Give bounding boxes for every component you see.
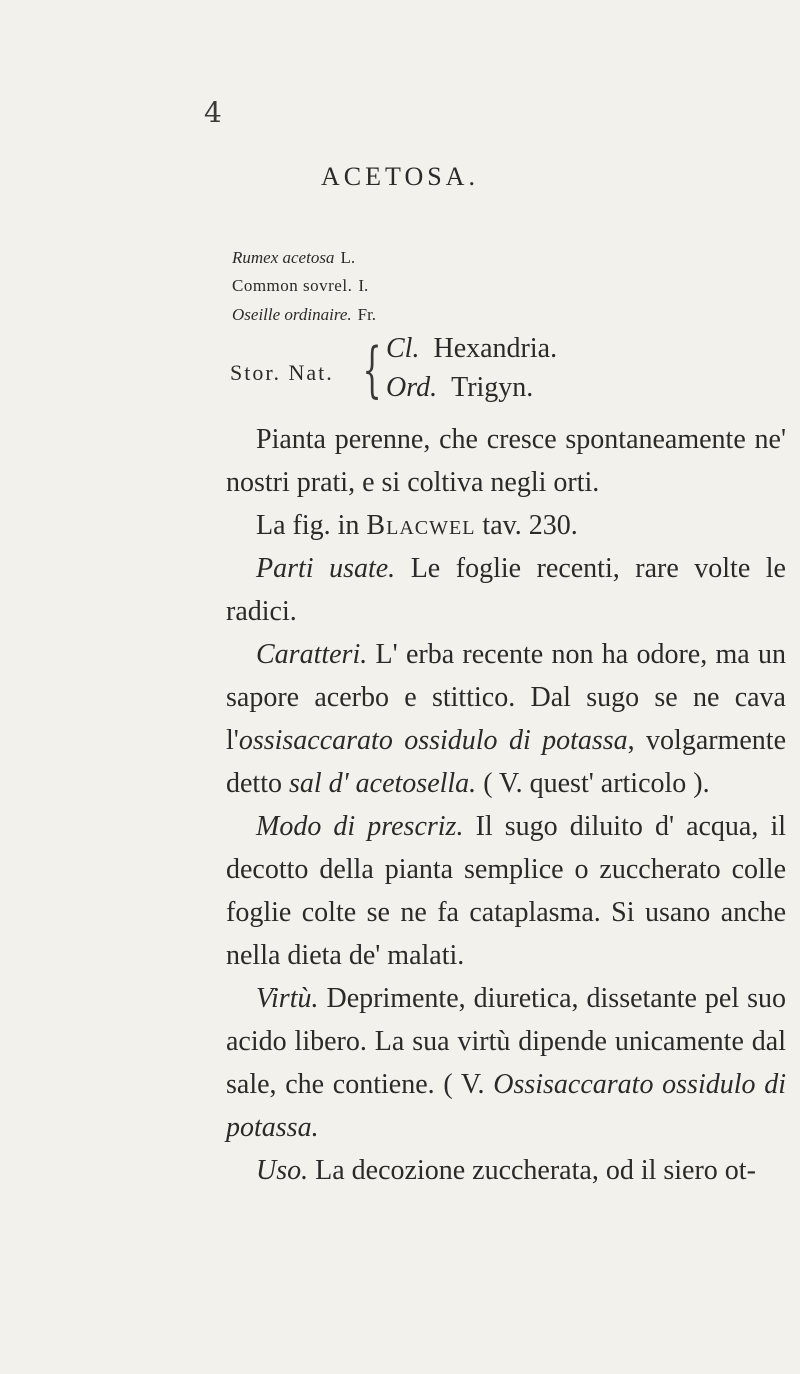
synonym-abbr: I. <box>358 276 369 295</box>
class-row <box>386 333 557 365</box>
storia-naturale-label: Stor. Nat. <box>230 360 334 385</box>
class-value: Hexandria. <box>433 333 558 364</box>
compound-name: Ossisaccarato ossidulo di potassa. <box>226 1069 786 1143</box>
section-label: Virtù. <box>256 983 319 1014</box>
order-row <box>386 372 533 404</box>
section-label: Parti usate. <box>256 553 396 584</box>
page-title: ACETOSA. <box>321 162 479 191</box>
section-label: Caratteri. <box>256 639 368 670</box>
section-text: L' erba recente non ha odore, ma un sapore acerbo e stittico. Dal sugo se ne cava l' <box>226 639 786 756</box>
paragraph-figure <box>226 504 786 547</box>
class-key: Cl. <box>386 333 420 364</box>
cross-reference: ( V. quest' articolo ). <box>483 768 710 799</box>
paragraph-uso <box>226 1149 786 1192</box>
page-number: 4 <box>204 96 222 129</box>
section-label: Modo di prescriz. <box>256 811 464 842</box>
synonym-name: Common sovrel. <box>232 276 353 295</box>
order-key: Ord. <box>386 372 438 403</box>
section-text: Deprimente, diuretica, dissetante pel suo acido libero. La sua virtù dipende unicamente dal sale, che contiene. ( V. <box>226 983 786 1100</box>
figure-author: Blacwel <box>366 510 476 541</box>
section-label: Uso. <box>256 1155 309 1186</box>
section-text: Le foglie recenti, rare volte le radici. <box>226 553 786 627</box>
synonym-abbr: Fr. <box>357 305 377 324</box>
paragraph-modo <box>226 805 786 977</box>
figure-suffix: tav. 230. <box>482 510 578 541</box>
section-text: Il sugo diluito d' acqua, il decotto della pianta semplice o zuccherato colle foglie colte se ne fa cataplasma. Si usano anche nella dieta de' malati. <box>226 811 786 971</box>
paragraph-parti-usate <box>226 547 786 633</box>
paragraph-description: Pianta perenne, che cresce spontaneamente ne' nostri prati, e si coltiva negli orti. <box>226 424 786 498</box>
compound-name: ossisaccarato ossidulo di potassa <box>238 725 628 756</box>
paragraph-caratteri <box>226 633 786 805</box>
synonym-abbr: L. <box>340 248 356 267</box>
synonym-line <box>232 305 376 325</box>
synonym-name: Rumex acetosa <box>232 248 335 267</box>
synonym-line <box>232 248 355 268</box>
section-text: , volgarmente detto <box>226 725 786 799</box>
figure-prefix: La fig. in <box>256 510 360 541</box>
brace-icon: { <box>362 335 382 405</box>
synonym-name: Oseille ordinaire. <box>232 305 352 324</box>
body-text <box>226 418 786 1192</box>
synonym-line <box>232 276 368 296</box>
section-text: La decozione zuccherata, od il siero ot- <box>315 1155 756 1186</box>
common-name: sal d' acetosella. <box>289 768 477 799</box>
order-value: Trigyn. <box>451 372 534 403</box>
paragraph-virtu <box>226 977 786 1149</box>
